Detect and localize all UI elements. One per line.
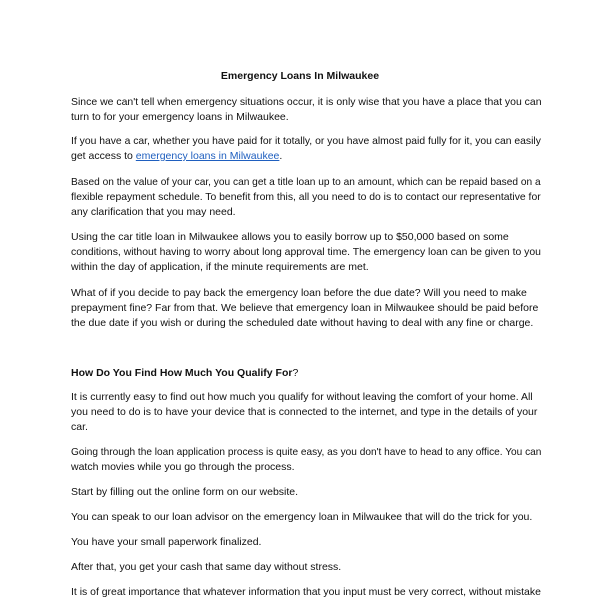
link-suffix-text: . [279,150,283,162]
paragraph [71,560,541,575]
paragraph [71,175,541,220]
paragraph-line: Since we can't tell when emergency situations occur, it is only wise that you have a place that you can [71,96,542,108]
paragraph-line: turn to for your emergency loans in Milwaukee. [71,111,289,123]
paragraph [71,95,541,125]
paragraph-line: You can speak to our loan advisor on the emergency loan in Milwaukee that will do the trick for you. [71,511,533,523]
section-heading-text: How Do You Find How Much You Qualify For [71,367,293,379]
paragraph [71,390,541,435]
paragraph-line: you need to do is to have your device that is connected to the internet, and type in the details of your [71,406,538,418]
paragraph-line: watch movies while you go through the process. [71,461,295,473]
paragraph-line: Based on the value of your car, you can get a title loan up to an amount, which can be repaid based on a [71,176,541,188]
paragraph [71,585,541,600]
paragraph-line: prepayment fine? Far from that. We believe that emergency loan in Milwaukee should be paid before [71,302,539,314]
paragraph-line: the due date if you wish or during the scheduled date without having to deal with any fine or charge. [71,317,534,329]
paragraph-line: flexible repayment schedule. To benefit from this, all you need to do is to contact our representative for [71,191,541,203]
paragraph-line: car. [71,421,88,433]
paragraph-line: conditions, without having to worry about long approval time. The emergency loan can be given to you [71,246,541,258]
paragraph-line: It is currently easy to find out how much you qualify for without leaving the comfort of your home. All [71,391,533,403]
paragraph-line: Using the car title loan in Milwaukee allows you to easily borrow up to $50,000 based on some [71,231,509,243]
section-heading [71,366,298,381]
paragraph-line: After that, you get your cash that same day without stress. [71,561,342,573]
paragraph-line: You have your small paperwork finalized. [71,536,262,548]
paragraph-line: What of if you decide to pay back the emergency loan before the due date? Will you need to make [71,287,527,299]
paragraph [71,510,541,525]
emergency-loans-link[interactable]: emergency loans in Milwaukee [135,150,280,162]
paragraph-line: Start by filling out the online form on our website. [71,486,299,498]
paragraph [71,134,541,164]
paragraph [71,286,541,331]
document-title: Emergency Loans In Milwaukee [220,70,380,82]
paragraph-line: It is of great importance that whatever information that you input must be very correct, without mistake [71,586,541,598]
paragraph [71,445,541,475]
paragraph [71,230,541,275]
paragraph-line [71,149,541,164]
section-heading-question-mark: ? [292,367,299,379]
paragraph-line: Going through the loan application process is quite easy, as you don't have to head to any office. You can [71,446,542,458]
paragraph-line: any clarification that you may need. [71,206,236,218]
paragraph-line: If you have a car, whether you have paid for it totally, or you have almost paid fully for it, you can easily [71,135,541,147]
paragraph [71,485,541,500]
paragraph [71,535,541,550]
paragraph-line: within the day of application, if the minute requirements are met. [71,261,369,273]
link-prefix-text: get access to [71,150,136,162]
